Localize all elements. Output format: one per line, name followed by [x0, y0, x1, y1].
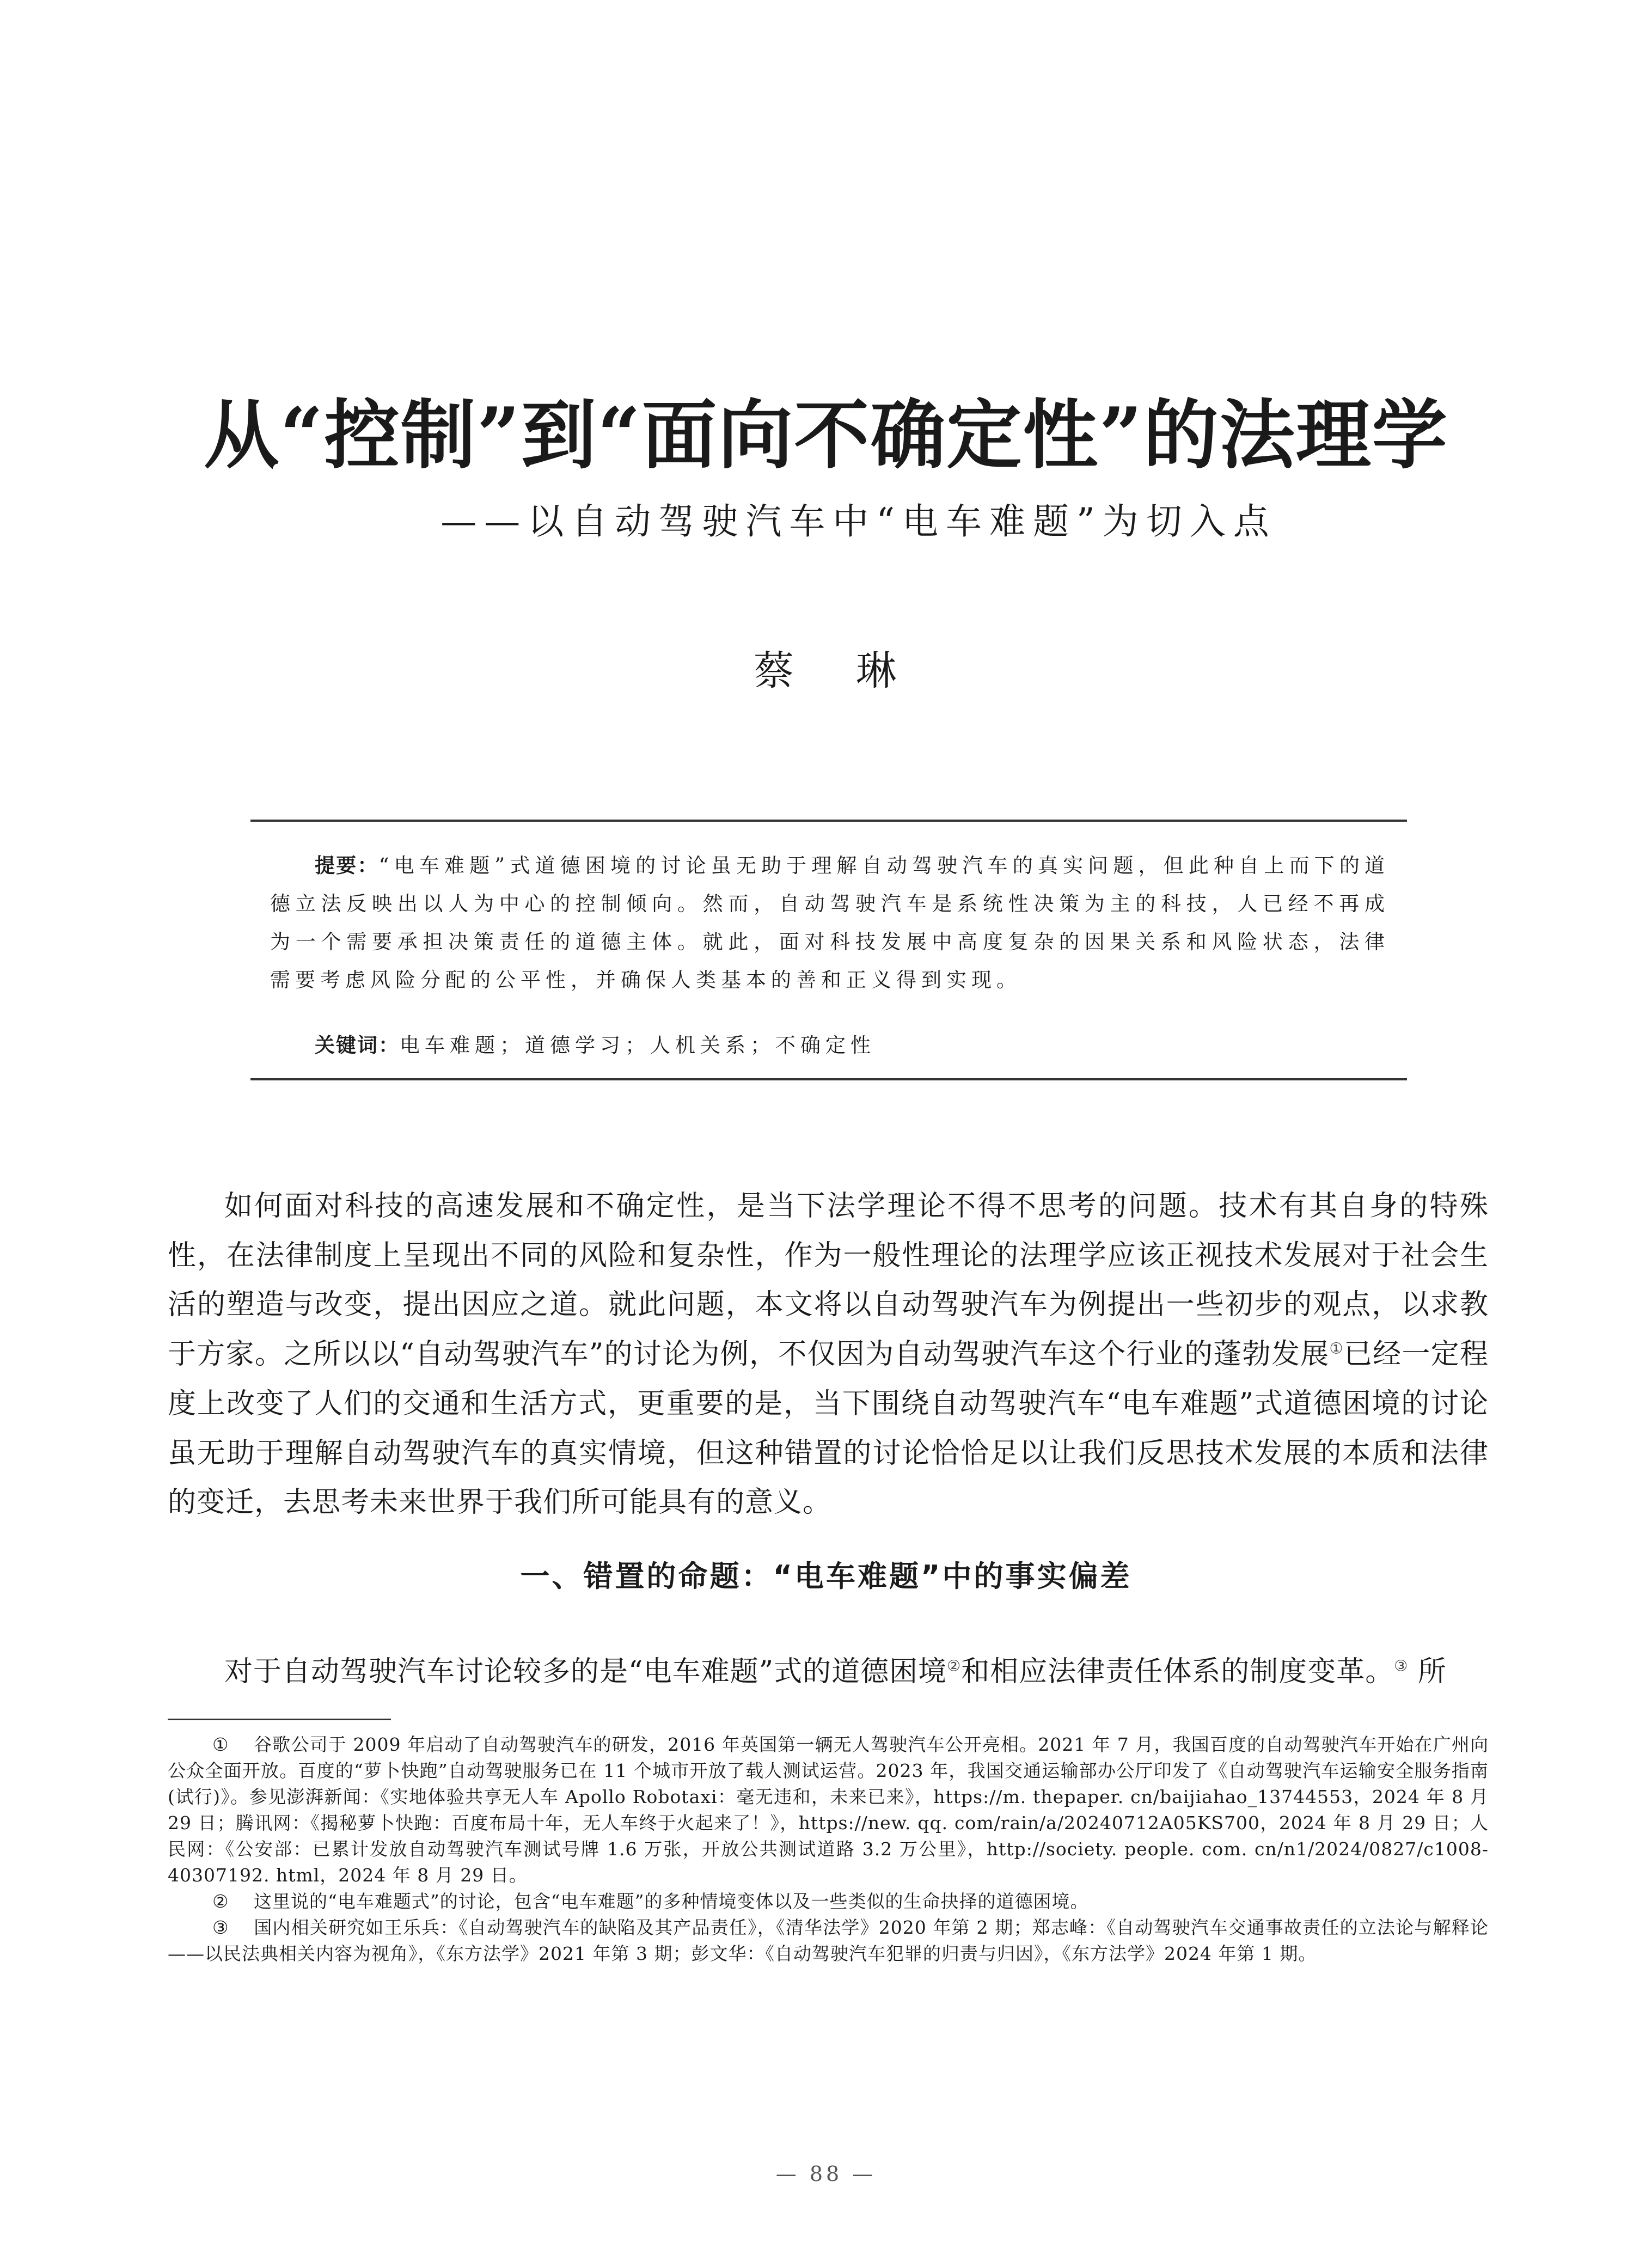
intro-text-part2: 已经一定程度上改变了人们的交通和生活方式，更重要的是，当下围绕自动驾驶汽车“电车难题”式道德困境的讨论虽无助于理解自动驾驶汽车的真实情境，但这种错置的讨论恰恰足以让我们反思技术发展的本质和法律的变迁，去思考未来世界于我们所可能具有的意义。 — [168, 1338, 1489, 1519]
footnote-text: 这里说的“电车难题式”的讨论，包含“电车难题”的多种情境变体以及一些类似的生命抉择的道德困境。 — [254, 1891, 1089, 1912]
abstract-bottom-rule — [250, 1078, 1407, 1080]
intro-paragraph — [168, 1182, 1489, 1527]
footnote-3 — [168, 1915, 1489, 1967]
footnote-number: ① — [212, 1734, 229, 1755]
abstract-block — [270, 847, 1390, 999]
article-subtitle: ——以自动驾驶汽车中“电车难题”为切入点 — [440, 500, 1277, 542]
footnote-ref-2[interactable]: ② — [947, 1657, 962, 1675]
author-given-name: 琳 — [856, 647, 898, 694]
abstract-top-rule — [250, 820, 1407, 822]
section-heading: 一、错置的命题：“电车难题”中的事实偏差 — [520, 1559, 1132, 1593]
footnotes-block — [168, 1732, 1489, 1967]
page-number: — 88 — — [775, 2162, 877, 2186]
footnote-separator — [168, 1719, 391, 1720]
footnote-number: ③ — [212, 1917, 229, 1938]
abstract-label: 提要： — [315, 854, 379, 877]
author-name — [0, 647, 1652, 694]
section-text-part1: 对于自动驾驶汽车讨论较多的是“电车难题”式的道德困境 — [224, 1655, 947, 1688]
footnote-2 — [168, 1889, 1489, 1915]
keywords-label: 关键词： — [315, 1034, 400, 1057]
footnote-number: ② — [212, 1891, 229, 1912]
keywords-block — [315, 1026, 1349, 1065]
section-text-part2: 和相应法律责任体系的制度变革。 — [961, 1655, 1394, 1688]
footnote-1 — [168, 1732, 1489, 1889]
keywords-text: 电车难题；道德学习；人机关系；不确定性 — [400, 1034, 876, 1057]
footnote-ref-1[interactable]: ① — [1329, 1339, 1344, 1358]
abstract-text: “电车难题”式道德困境的讨论虽无助于理解自动驾驶汽车的真实问题，但此种自上而下的道德立法反映出以人为中心的控制倾向。然而，自动驾驶汽车是系统性决策为主的科技，人已经不再成为一个需要承担决策责任的道德主体。就此，面对科技发展中高度复杂的因果关系和风险状态，法律需要考虑风险分配的公平性，并确保人类基本的善和正义得到实现。 — [270, 854, 1390, 992]
intro-text-part1: 如何面对科技的高速发展和不确定性，是当下法学理论不得不思考的问题。技术有其自身的特殊性，在法律制度上呈现出不同的风险和复杂性，作为一般性理论的法理学应该正视技术发展对于社会生活的塑造与改变，提出因应之道。就此问题，本文将以自动驾驶汽车为例提出一些初步的观点，以求教于方家。之所以以“自动驾驶汽车”的讨论为例，不仅因为自动驾驶汽车这个行业的蓬勃发展 — [168, 1190, 1489, 1371]
section-text-part3: 所 — [1408, 1655, 1447, 1688]
section-paragraph — [168, 1647, 1489, 1696]
article-title: 从“控制”到“面向不确定性”的法理学 — [204, 390, 1448, 479]
footnote-ref-3[interactable]: ③ — [1394, 1657, 1409, 1675]
footnote-text: 国内相关研究如王乐兵：《自动驾驶汽车的缺陷及其产品责任》，《清华法学》2020 年第 2 期；郑志峰：《自动驾驶汽车交通事故责任的立法论与解释论——以民法典相关内容为视角》，《东方法学》2021 年第 3 期；彭文华：《自动驾驶汽车犯罪的归责与归因》，《东方法学》2024 年第 1 期。 — [168, 1917, 1489, 1964]
author-surname: 蔡 — [754, 647, 796, 694]
footnote-text: 谷歌公司于 2009 年启动了自动驾驶汽车的研发，2016 年英国第一辆无人驾驶汽车公开亮相。2021 年 7 月，我国百度的自动驾驶汽车开始在广州向公众全面开放。百度的“萝卜快跑”自动驾驶服务已在 11 个城市开放了载人测试运营。2023 年，我国交通运输部办公厅印发了《自动驾驶汽车运输安全服务指南(试行)》。参见澎湃新闻：《实地体验共享无人车 Apollo Robotaxi：毫无违和，未来已来》，https://m. thepaper. cn/baijiahao_13744553，2024 年 8 月 29 日；腾讯网：《揭秘萝卜快跑：百度布局十年，无人车终于火起来了！》，https://new. qq. com/rain/a/20240712A05KS700，2024 年 8 月 29 日；人民网：《公安部：已累计发放自动驾驶汽车测试号牌 1.6 万张，开放公共测试道路 3.2 万公里》，http://society. people. com. cn/n1/2024/0827/c1008-40307192. html，2024 年 8 月 29 日。 — [168, 1734, 1489, 1886]
